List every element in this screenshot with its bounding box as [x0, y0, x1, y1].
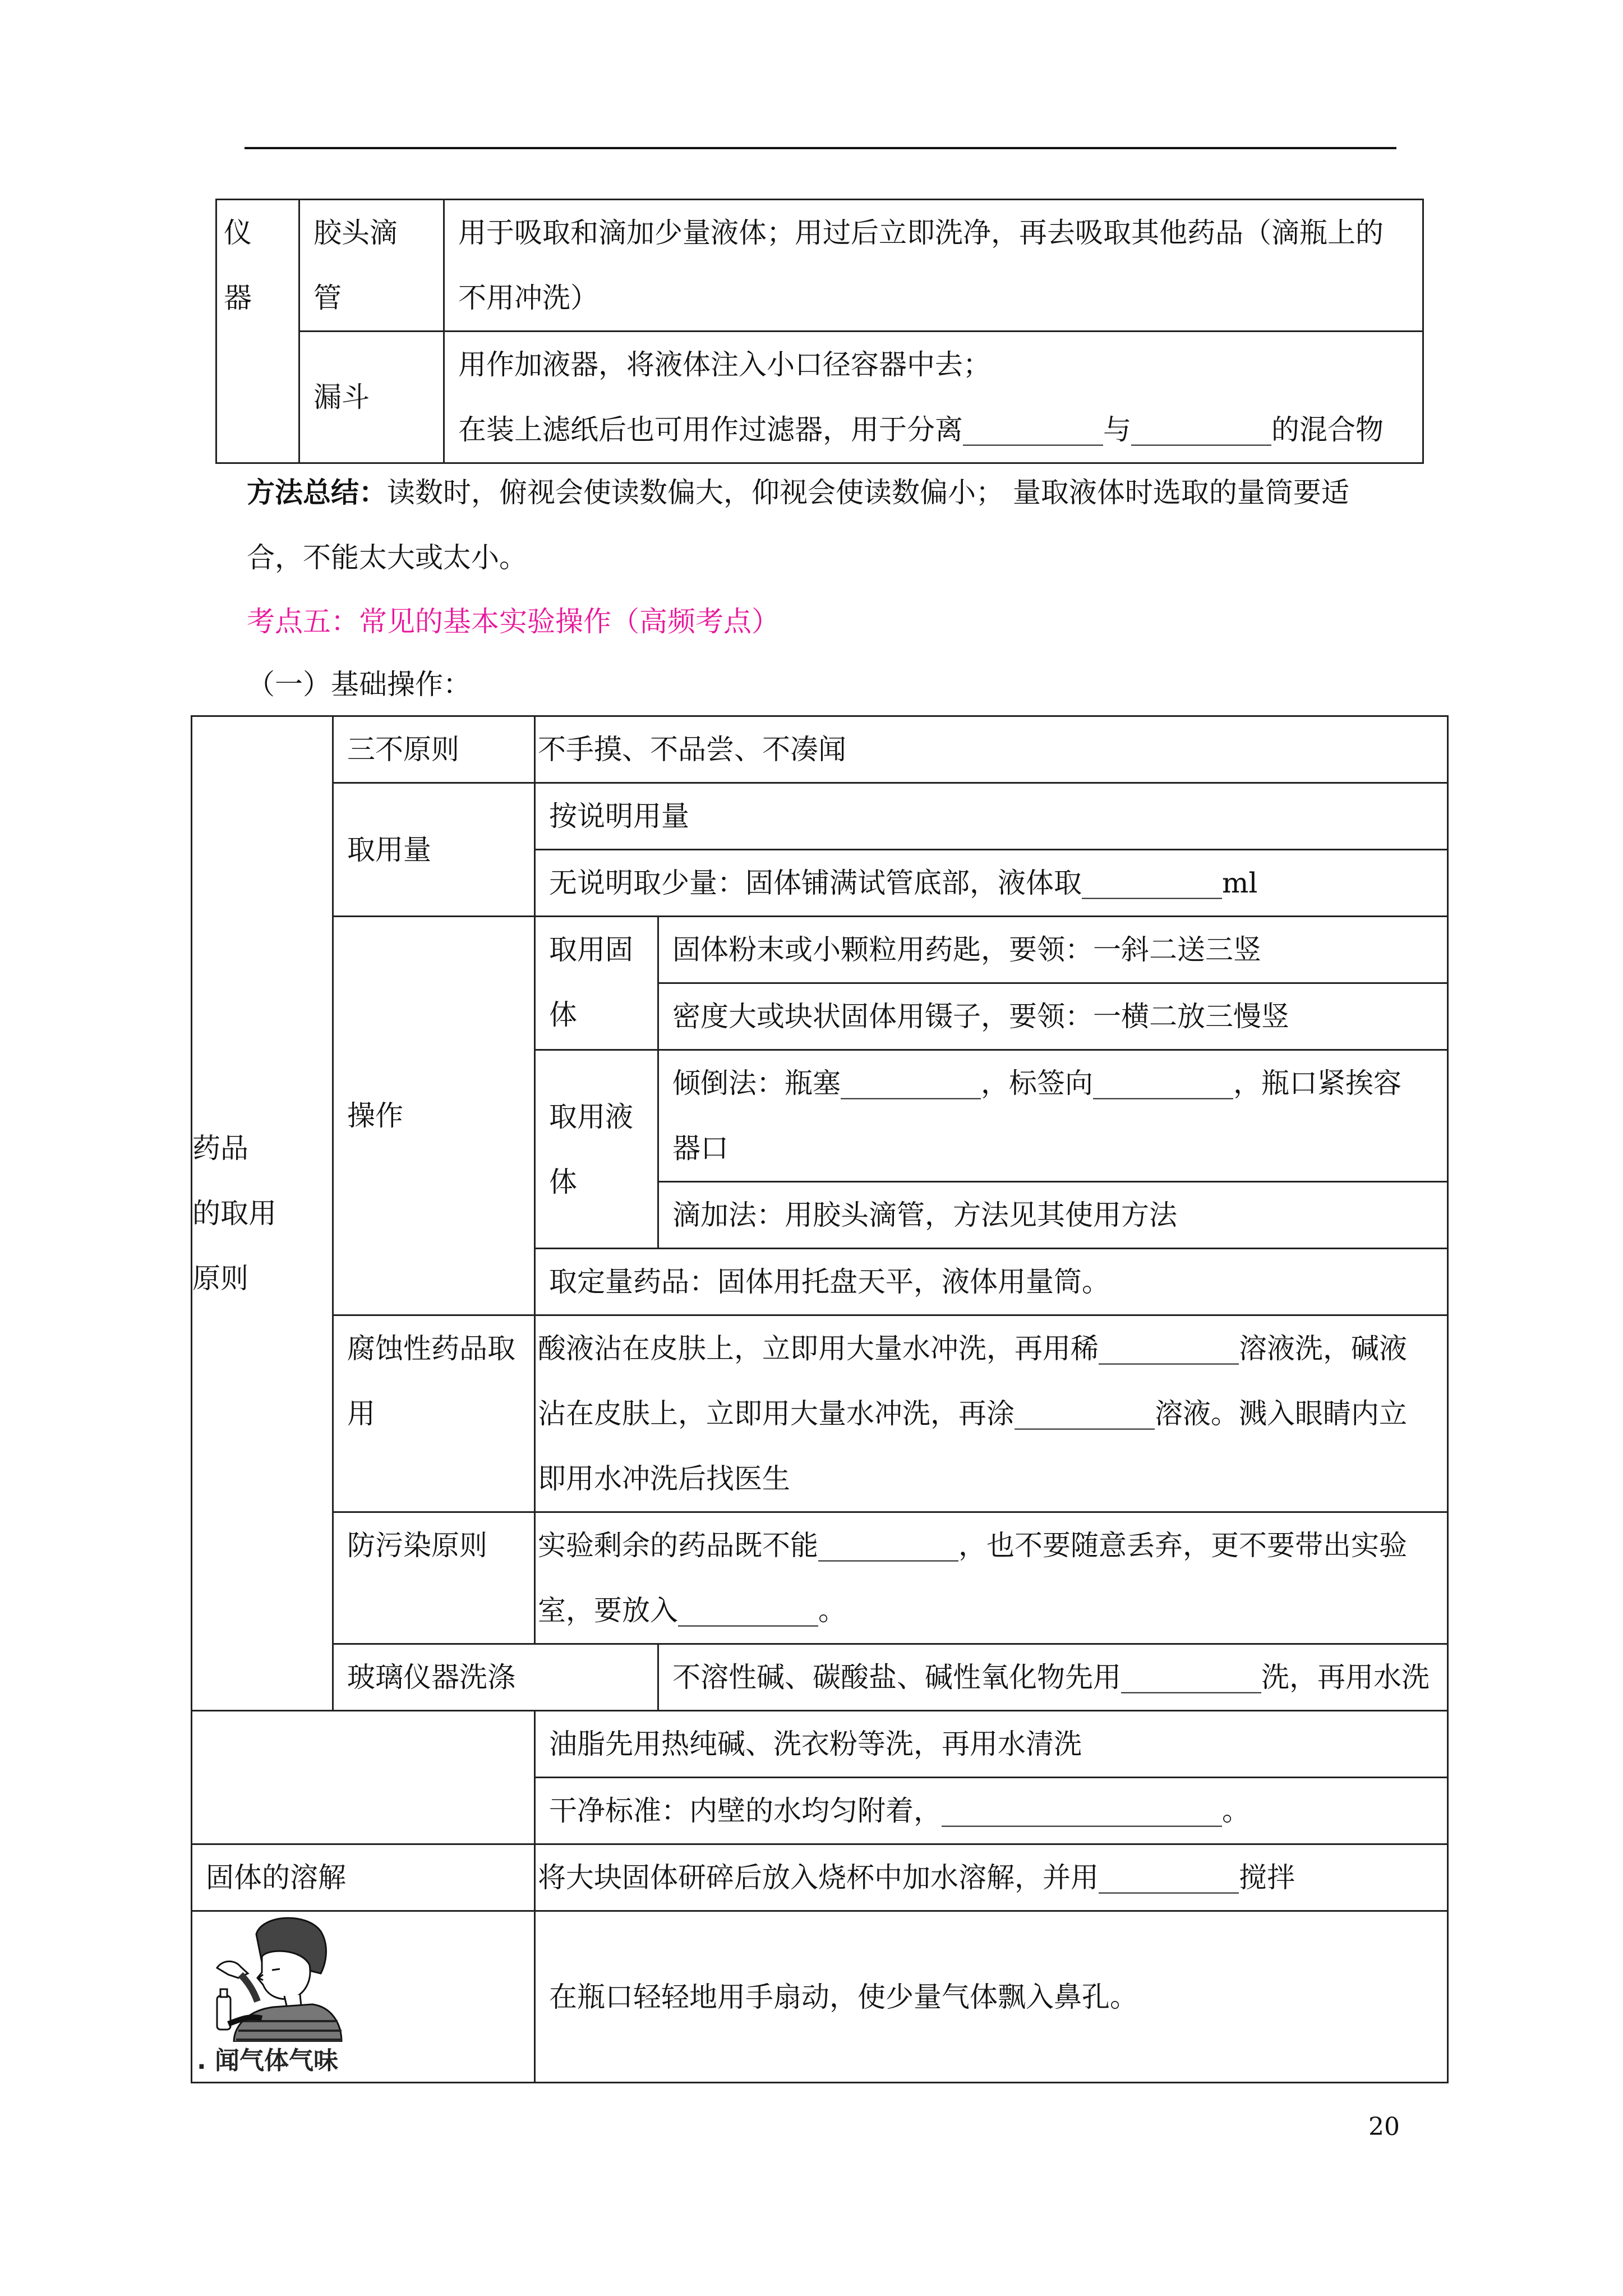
- subsection-title: （一）基础操作：: [247, 668, 471, 701]
- anti-pollution-text: 实验剩余的药品既不能__________，也不要随意丢弃，更不要带出实验 室，要放入__________。: [535, 1512, 1448, 1644]
- instrument-table: [215, 199, 1424, 464]
- drug-taking-group-label: 药品 的取用 原则: [192, 716, 333, 1711]
- liquid-line2: 滴加法：用胶头滴管，方法见其使用方法: [658, 1182, 1448, 1249]
- anti-pollution-label: 防污染原则: [333, 1512, 535, 1644]
- liquid-label: 取用液 体: [535, 1050, 658, 1249]
- method-summary-label: 方法总结：: [247, 476, 387, 509]
- glass-wash-line2: 油脂先用热纯碱、洗衣粉等洗，再用水清洗: [535, 1711, 1448, 1778]
- glass-wash-line3: 干净标准：内壁的水均匀附着，____________________。: [535, 1778, 1448, 1844]
- corrosive-text: 酸液沾在皮肤上，立即用大量水冲洗，再用稀__________溶液洗，碱液 沾在皮肤上，立即用大量水冲洗，再涂__________溶液。溅入眼睛内立 即用水冲洗后找医生: [535, 1315, 1448, 1512]
- glass-wash-label: 玻璃仪器洗涤: [333, 1644, 658, 1711]
- solid-line2: 密度大或块状固体用镊子，要领：一横二放三慢竖: [658, 983, 1448, 1050]
- instrument-name-dropper: 胶头滴 管: [299, 200, 444, 332]
- header-rule: [245, 147, 1396, 149]
- instrument-desc-funnel: 用作加液器，将液体注入小口径容器中去； 在装上滤纸后也可用作过滤器，用于分离__________与__________的混合物: [444, 332, 1423, 463]
- corrosive-label: 腐蚀性药品取 用: [333, 1315, 535, 1512]
- method-summary: [247, 460, 1349, 525]
- section-title: 考点五：常见的基本实验操作（高频考点）: [247, 605, 780, 638]
- instrument-name-funnel: 漏斗: [299, 332, 444, 463]
- dissolve-text: 将大块固体研碎后放入烧杯中加水溶解，并用__________搅拌: [535, 1844, 1448, 1911]
- glass-wash-empty-cell: [192, 1711, 535, 1844]
- quantitative-drugs: 取定量药品：固体用托盘天平，液体用量筒。: [535, 1249, 1448, 1315]
- amount-line1: 按说明用量: [535, 783, 1448, 850]
- solid-label: 取用固 体: [535, 917, 658, 1050]
- dissolve-label: 固体的溶解: [192, 1844, 535, 1911]
- method-summary-text2: 合，不能太大或太小。: [247, 541, 527, 574]
- instrument-group-label: 仪 器: [216, 200, 299, 463]
- operation-label: 操作: [333, 917, 535, 1315]
- instrument-desc-dropper: 用于吸取和滴加少量液体；用过后立即洗净，再去吸取其他药品（滴瓶上的 不用冲洗）: [444, 200, 1423, 332]
- smell-figure-caption: . 闻气体气味: [197, 2046, 339, 2075]
- page-number: 20: [1368, 2113, 1400, 2141]
- glass-wash-line1: 不溶性碱、碳酸盐、碱性氧化物先用__________洗，再用水洗: [658, 1644, 1448, 1711]
- smelling-gas-illustration-icon: [195, 1912, 352, 2042]
- smell-figure: [192, 1912, 349, 2080]
- smell-text: 在瓶口轻轻地用手扇动，使少量气体飘入鼻孔。: [535, 1911, 1448, 2083]
- three-no-text: 不手摸、不品尝、不凑闻: [535, 716, 1448, 783]
- amount-label: 取用量: [333, 783, 535, 917]
- method-summary-text: 读数时，俯视会使读数偏大，仰视会使读数偏小； 量取液体时选取的量筒要适: [387, 476, 1349, 509]
- three-no-label: 三不原则: [333, 716, 535, 783]
- solid-line1: 固体粉末或小颗粒用药匙，要领：一斜二送三竖: [658, 917, 1448, 983]
- amount-line2: 无说明取少量：固体铺满试管底部，液体取__________ml: [535, 850, 1448, 917]
- basic-operations-table: [191, 715, 1449, 2083]
- liquid-line1: 倾倒法：瓶塞__________，标签向__________，瓶口紧挨容 器口: [658, 1050, 1448, 1182]
- smell-figure-cell: [192, 1911, 535, 2083]
